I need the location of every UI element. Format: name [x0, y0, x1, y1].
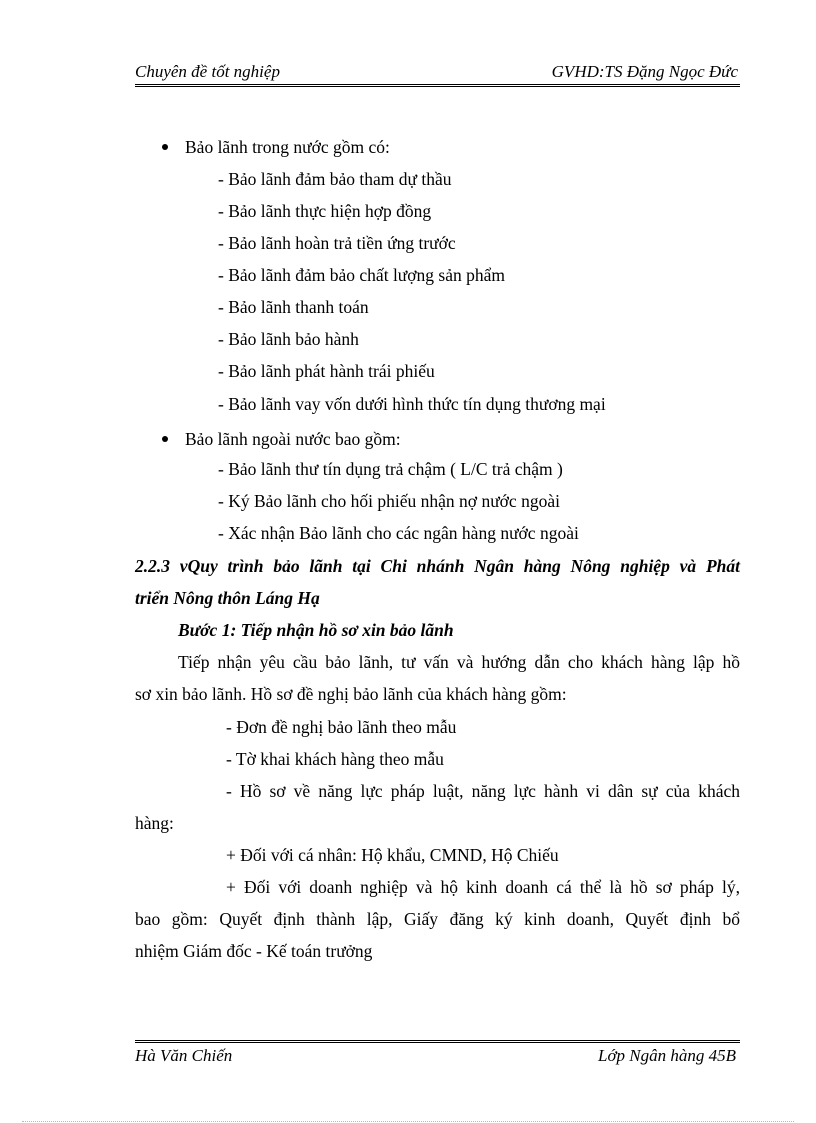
paragraph-line: Tiếp nhận yêu cầu bảo lãnh, tư vấn và hướng dẫn cho khách hàng lập hồ: [178, 652, 740, 672]
sub-item-continued: bao gồm: Quyết định thành lập, Giấy đăng ký kinh doanh, Quyết định bổ: [135, 909, 740, 929]
foreign-heading: Bảo lãnh ngoài nước bao gồm:: [185, 429, 401, 449]
page-header: [135, 62, 740, 84]
bullet-icon: [162, 144, 168, 150]
list-item-continued: hàng:: [135, 813, 174, 833]
sub-item-continued: nhiệm Giám đốc - Kế toán trưởng: [135, 941, 373, 961]
list-item: - Bảo lãnh thư tín dụng trả chậm ( L/C trả chậm ): [218, 459, 563, 479]
footer-divider: [135, 1040, 740, 1043]
section-title-continued: triển Nông thôn Láng Hạ: [135, 588, 320, 608]
domestic-heading: Bảo lãnh trong nước gồm có:: [185, 137, 390, 157]
list-item: - Bảo lãnh vay vốn dưới hình thức tín dụng thương mại: [218, 394, 606, 414]
page-footer: [135, 1046, 740, 1068]
footer-author: Hà Văn Chiến: [135, 1046, 233, 1065]
paragraph-line: sơ xin bảo lãnh. Hồ sơ đề nghị bảo lãnh của khách hàng gồm:: [135, 684, 567, 704]
header-advisor: GVHD:TS Đặng Ngọc Đức: [551, 62, 738, 81]
sub-item: + Đối với cá nhân: Hộ khẩu, CMND, Hộ Chiếu: [226, 845, 559, 865]
header-divider: [135, 84, 740, 87]
list-item: - Bảo lãnh thực hiện hợp đồng: [218, 201, 432, 221]
page-edge-divider: [22, 1121, 794, 1122]
list-item: - Xác nhận Bảo lãnh cho các ngân hàng nước ngoài: [218, 523, 579, 543]
header-title: Chuyên đề tốt nghiệp: [135, 62, 280, 81]
sub-item: + Đối với doanh nghiệp và hộ kinh doanh cá thể là hồ sơ pháp lý,: [226, 877, 740, 897]
list-item: - Bảo lãnh thanh toán: [218, 297, 369, 317]
list-item: - Tờ khai khách hàng theo mẫu: [226, 749, 444, 769]
list-item: - Bảo lãnh phát hành trái phiếu: [218, 361, 435, 381]
list-item: - Bảo lãnh bảo hành: [218, 329, 359, 349]
list-item: - Bảo lãnh đảm bảo chất lượng sản phẩm: [218, 265, 505, 285]
section-title: 2.2.3 vQuy trình bảo lãnh tại Chi nhánh Ngân hàng Nông nghiệp và Phát: [135, 556, 740, 576]
list-item: - Hồ sơ về năng lực pháp luật, năng lực hành vi dân sự của khách: [226, 781, 740, 801]
list-item: - Bảo lãnh hoàn trả tiền ứng trước: [218, 233, 456, 253]
step-title: Bước 1: Tiếp nhận hồ sơ xin bảo lãnh: [178, 620, 454, 640]
list-item: - Đơn đề nghị bảo lãnh theo mẫu: [226, 717, 457, 737]
bullet-icon: [162, 436, 168, 442]
list-item: - Ký Bảo lãnh cho hối phiếu nhận nợ nước ngoài: [218, 491, 560, 511]
list-item: - Bảo lãnh đảm bảo tham dự thầu: [218, 169, 452, 189]
footer-class: Lớp Ngân hàng 45B: [597, 1046, 736, 1065]
